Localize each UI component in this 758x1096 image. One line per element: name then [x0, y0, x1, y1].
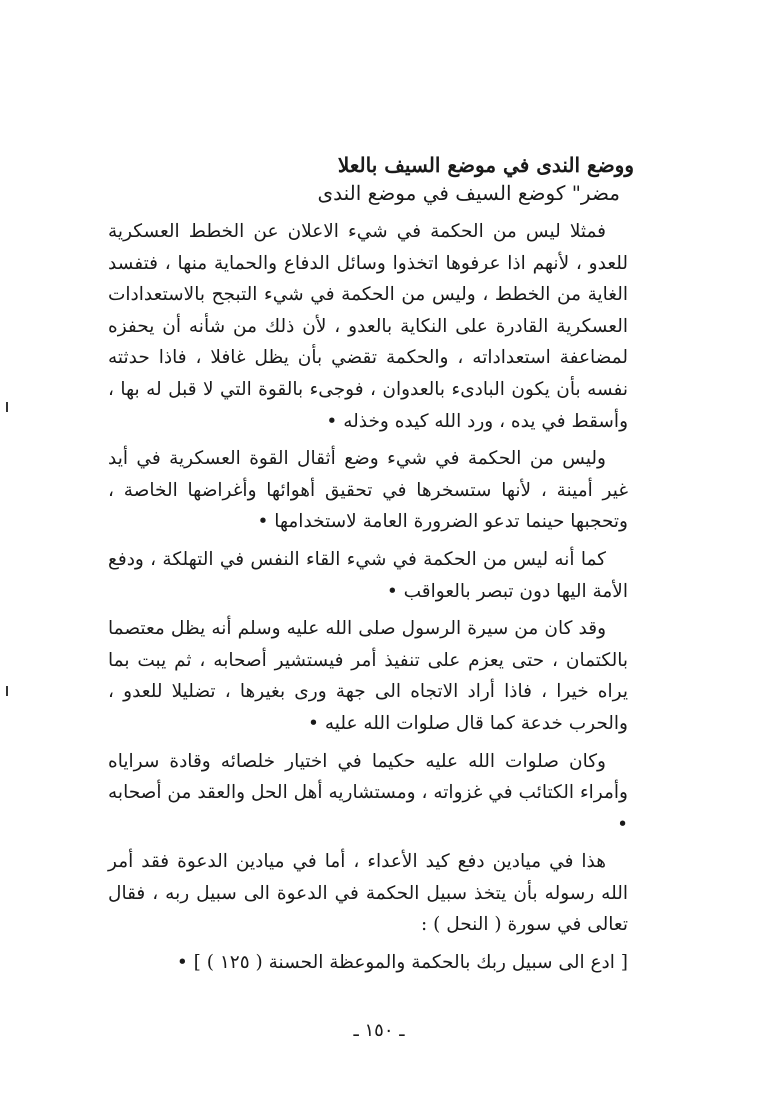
scan-edge-mark [6, 402, 8, 412]
poetry-verse-first-hemistich: ووضع الندى في موضع السيف بالعلا [337, 153, 634, 177]
paragraph-text: وليس من الحكمة في شيء وضع أثقال القوة العسكرية في أيد غير أمينة ، لأنها ستسخرها في تحقيق أهوائها وأغراضها الخاصة ، وتحجبها حينما تدعو الضرورة العامة لاستخدامها • [108, 448, 628, 533]
paragraph-dawah-wisdom [108, 846, 628, 941]
paragraph-prophet-choices [108, 746, 628, 841]
paragraph-self-destruction [108, 544, 628, 607]
paragraph-quran-verse [108, 947, 628, 979]
paragraph-text: [ ادع الى سبيل ربك بالحكمة والموعظة الحسنة ( ١٢٥ ) ] • [176, 952, 628, 974]
body-text [108, 216, 628, 979]
paragraph-text: هذا في ميادين دفع كيد الأعداء ، أما في ميادين الدعوة فقد أمر الله رسوله بأن يتخذ سبيل الحكمة في الدعوة الى سبيل ربه ، فقال تعالى في سورة ( النحل ) : [108, 851, 628, 936]
poetry-verse-second-hemistich: مضر" كوضع السيف في موضع الندى [317, 181, 620, 205]
scan-edge-mark [6, 686, 8, 696]
paragraph-military-secrecy [108, 216, 628, 437]
paragraph-text: كما أنه ليس من الحكمة في شيء القاء النفس في التهلكة ، ودفع الأمة اليها دون تبصر بالعواقب • [108, 548, 628, 602]
paragraph-text: وكان صلوات الله عليه حكيما في اختيار خلصائه وقادة سراياه وأمراء الكتائب في غزواته ، ومستشاريه أهل الحل والعقد من أصحابه • [108, 750, 628, 835]
paragraph-trustworthy-hands [108, 443, 628, 538]
paragraph-text: فمثلا ليس من الحكمة في شيء الاعلان عن الخطط العسكرية للعدو ، لأنهم اذا عرفوها اتخذوا وسائل الدفاع والحماية منها ، فتفسد الغاية من الخطط ، وليس من الحكمة في شيء التبجح بالاستعدادات العسكرية القادرة على النكاية بالعدو ، لأن ذلك من شأنه أن يحفزه لمضاعفة استعداداته ، والحكمة تقضي بأن يظل غافلا ، فاذا حدثته نفسه بأن يكون البادىء بالعدوان ، فوجىء بالقوة التي لا قبل له بها ، وأسقط في يده ، ورد الله كيده وخذله • [108, 221, 628, 432]
paragraph-text: وقد كان من سيرة الرسول صلى الله عليه وسلم أنه يظل معتصما بالكتمان ، حتى يعزم على تنفيذ أمر فيستشير أصحابه ، ثم يبت بما يراه خيرا ، فاذا أراد الاتجاه الى جهة ورى بغيرها ، تضليلا للعدو ، والحرب خدعة كما قال صلوات الله عليه • [108, 618, 628, 734]
paragraph-prophet-secrecy [108, 613, 628, 739]
page-number: ـ ١٥٠ ـ [353, 1020, 405, 1041]
